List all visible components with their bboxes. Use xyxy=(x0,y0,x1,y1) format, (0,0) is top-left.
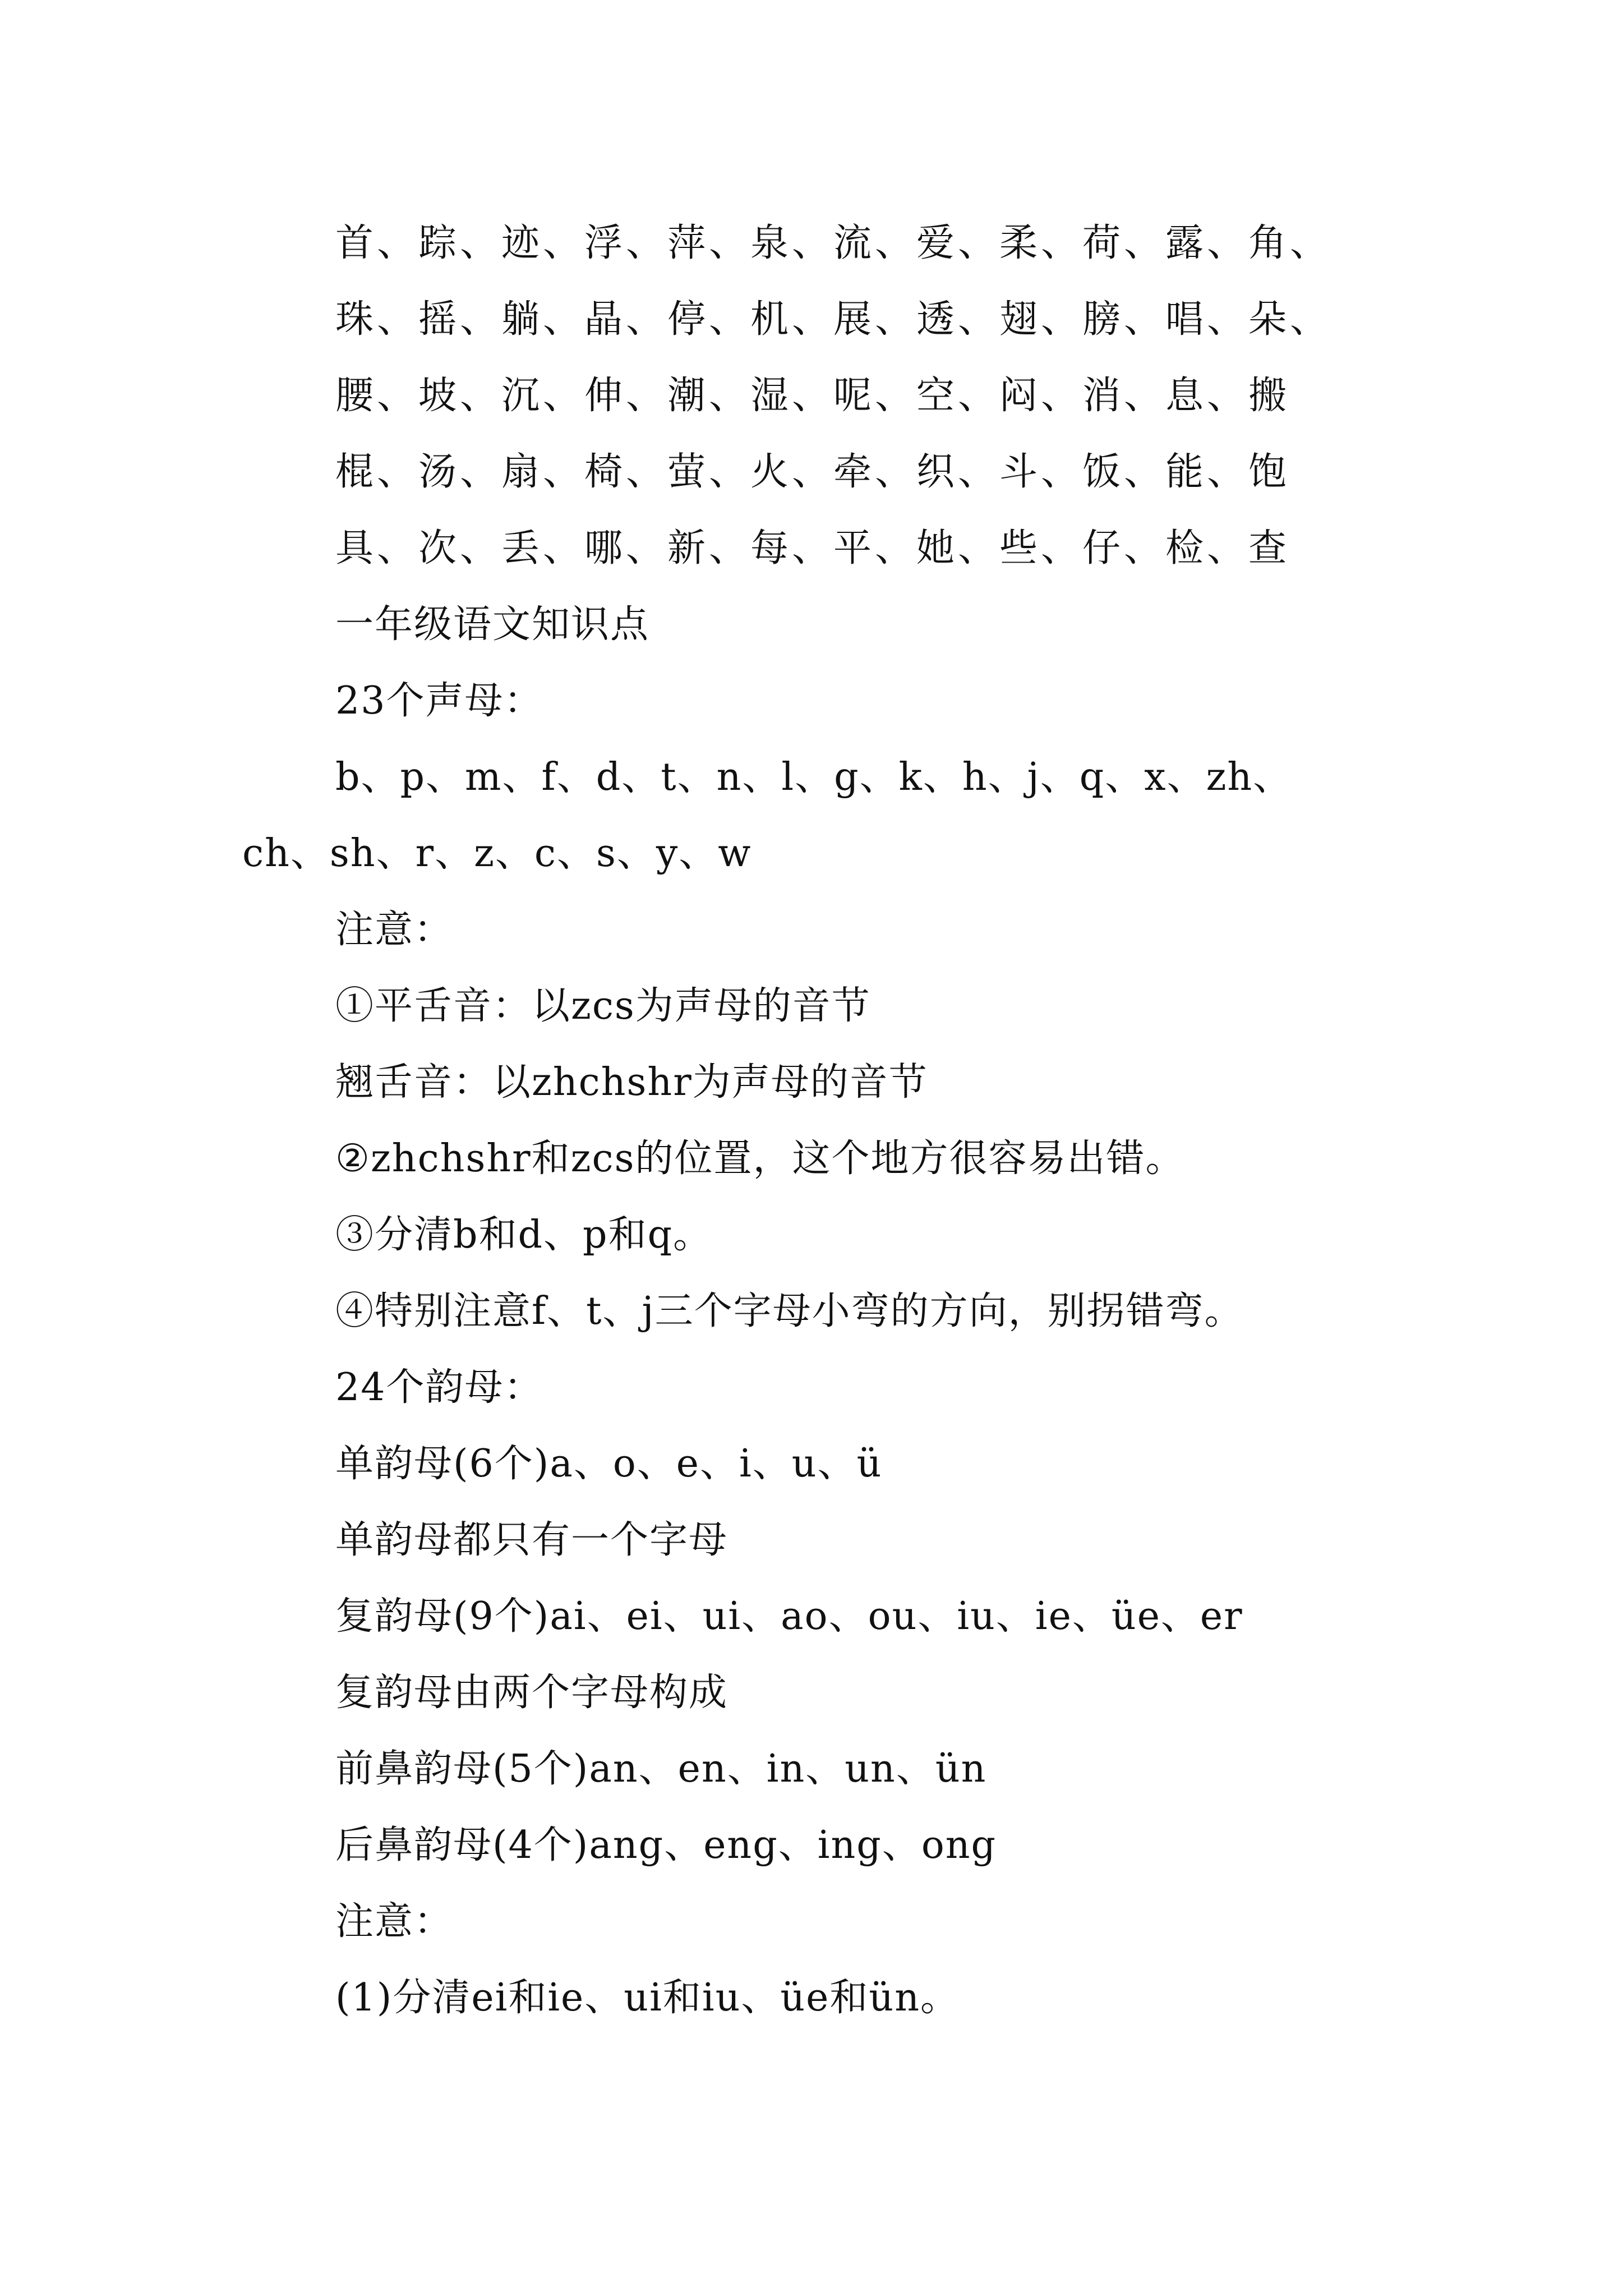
char-line-3: 腰、坡、沉、伸、潮、湿、呢、空、闷、消、息、搬 xyxy=(335,374,1290,418)
shengmu-note-2: 翘舌音：以zhchshr为声母的音节 xyxy=(335,1060,928,1105)
shengmu-note-4: ③分清b和d、p和q。 xyxy=(335,1213,713,1257)
char-line-2: 珠、摇、躺、晶、停、机、展、透、翅、膀、唱、朵、 xyxy=(335,297,1332,342)
section-title: 一年级语文知识点 xyxy=(335,602,650,647)
char-line-4: 棍、汤、扇、椅、萤、火、牵、织、斗、饭、能、饱 xyxy=(335,450,1290,494)
char-line-5: 具、次、丢、哪、新、每、平、她、些、仔、检、查 xyxy=(335,526,1290,570)
shengmu-note-1: ①平舌音：以zcs为声母的音节 xyxy=(335,984,871,1028)
shengmu-note-3: ②zhchshr和zcs的位置，这个地方很容易出错。 xyxy=(335,1137,1185,1181)
yunmu-line-1: 单韵母(6个)a、o、e、i、u、ü xyxy=(335,1442,883,1486)
shengmu-note-heading: 注意： xyxy=(335,908,454,952)
shengmu-list-line-1: b、p、m、f、d、t、n、l、g、k、h、j、q、x、zh、 xyxy=(335,755,1293,799)
yunmu-line-6: 后鼻韵母(4个)ang、eng、ing、ong xyxy=(335,1823,997,1867)
shengmu-heading: 23个声母： xyxy=(335,679,543,723)
shengmu-note-5: ④特别注意f、t、j三个字母小弯的方向，别拐错弯。 xyxy=(335,1289,1244,1333)
char-line-1: 首、踪、迹、浮、萍、泉、流、爱、柔、荷、露、角、 xyxy=(335,221,1332,265)
yunmu-line-2: 单韵母都只有一个字母 xyxy=(335,1518,728,1562)
yunmu-heading: 24个韵母： xyxy=(335,1365,543,1410)
yunmu-note-1: (1)分清ei和ie、ui和iu、üe和ün。 xyxy=(335,1976,960,2020)
yunmu-line-4: 复韵母由两个字母构成 xyxy=(335,1671,728,1715)
yunmu-line-5: 前鼻韵母(5个)an、en、in、un、ün xyxy=(335,1747,987,1791)
shengmu-list-line-2: ch、sh、r、z、c、s、y、w xyxy=(242,831,752,876)
yunmu-line-3: 复韵母(9个)ai、ei、ui、ao、ou、iu、ie、üe、er xyxy=(335,1594,1243,1639)
yunmu-note-heading: 注意： xyxy=(335,1899,454,1944)
